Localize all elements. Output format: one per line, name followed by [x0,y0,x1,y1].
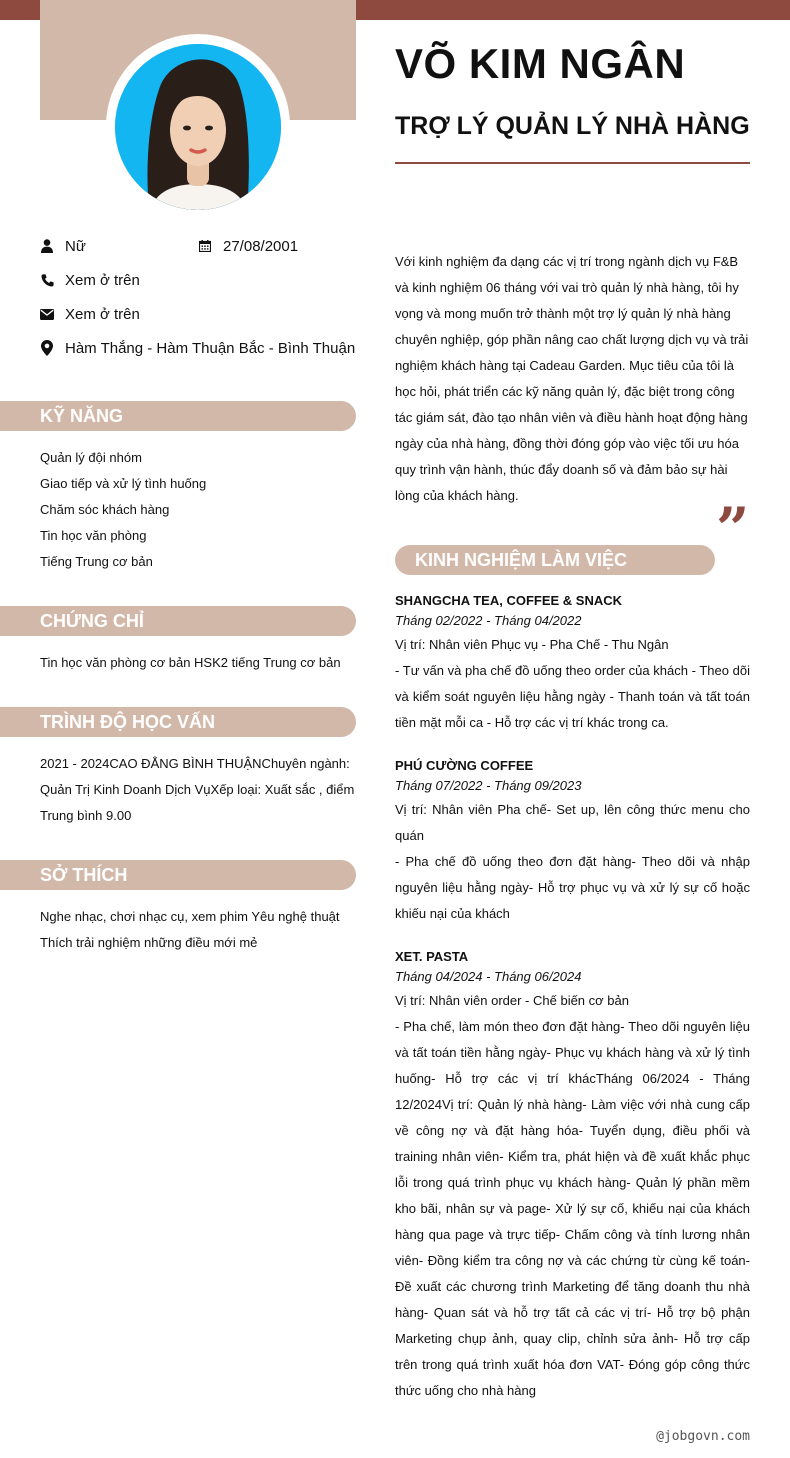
career-objective: Với kinh nghiệm đa dạng các vị trí trong ngành dịch vụ F&B và kinh nghiệm 06 tháng với vai trò quản lý nhà hàng, tôi hy vọng và mong muốn trở thành một trợ lý quản lý nhà hàng chuyên nghiệp, góp phần nâng cao chất lượng dịch vụ và trải nghiệm khách hàng tại Cadeau Garden. Mục tiêu của tôi là học hỏi, phát triển các kỹ năng quản lý, đặc biệt trong công tác giám sát, đào tạo nhân viên và điều hành hoạt động hàng ngày của nhà hàng, đồng thời đóng góp vào việc tối ưu hóa quy trình vận hành, thúc đẩy doanh số và đảm bảo sự hài lòng của khách hàng. [395,254,749,503]
user-icon [40,238,54,254]
skill-item: Tin học văn phòng [40,528,147,543]
job-description: - Pha chế đồ uống theo đơn đặt hàng- Theo dõi và nhập nguyên liệu hằng ngày- Hỗ trợ phục vụ và xử lý sự cố hoặc khiếu nại của khách [395,854,750,921]
education-heading: TRÌNH ĐỘ HỌC VẤN [0,707,356,737]
job-company: PHÚ CƯỜNG COFFEE [395,758,534,773]
address-value: Hàm Thắng - Hàm Thuận Bắc - Bình Thuận [65,339,356,357]
email-row [40,302,140,326]
title-divider [395,162,750,164]
certificates-heading: CHỨNG CHỈ [0,606,356,636]
skill-item: Quản lý đội nhóm [40,450,142,465]
job-position: Vị trí: Nhân viên order - Chế biến cơ bản [395,993,629,1008]
skill-item: Tiếng Trung cơ bản [40,554,153,569]
job-period: Tháng 02/2022 - Tháng 04/2022 [395,613,582,628]
skills-heading: KỸ NĂNG [0,401,356,431]
birthday-row [198,234,298,258]
job-title: TRỢ LÝ QUẢN LÝ NHÀ HÀNG [395,112,750,140]
address-row [40,336,355,360]
phone-value: Xem ở trên [65,271,140,289]
job-company: XET. PASTA [395,949,469,964]
job-company: SHANGCHA TEA, COFFEE & SNACK [395,593,623,608]
avatar [115,44,281,210]
hobby-item: Thích trải nghiệm những điều mới mẻ [40,935,258,950]
job-position: Vị trí: Nhân viên Phục vụ - Pha Chế - Thu Ngân [395,637,669,652]
education-text: 2021 - 2024CAO ĐẲNG BÌNH THUẬNChuyên ngành: Quản Trị Kinh Doanh Dịch VụXếp loại: Xuất sắc , điểm Trung bình 9.00 [40,756,355,823]
gender-value: Nữ [65,237,86,255]
job-period: Tháng 07/2022 - Tháng 09/2023 [395,778,582,793]
skills-list [40,445,356,575]
email-value: Xem ở trên [65,305,140,323]
hobbies-heading: SỞ THÍCH [0,860,356,890]
phone-icon [40,272,54,288]
watermark: @jobgovn.com [656,1429,750,1444]
job-entry [395,592,750,736]
birthday-value: 27/08/2001 [223,237,299,255]
phone-row [40,268,140,292]
gender-row [40,234,86,258]
skill-item: Giao tiếp và xử lý tình huống [40,476,207,491]
calendar-icon [198,238,212,254]
experience-heading: KINH NGHIỆM LÀM VIỆC [395,545,715,575]
hobby-item: Nghe nhạc, chơi nhạc cụ, xem phim Yêu nghệ thuật [40,909,340,924]
candidate-name: VÕ KIM NGÂN [395,40,686,87]
job-description: - Tư vấn và pha chế đồ uống theo order của khách - Theo dõi và kiểm soát nguyên liệu hằng ngày - Thanh toán và tất toán tiền mặt mỗi ca - Hỗ trợ các vị trí khác trong ca. [395,663,750,730]
portrait-photo [115,44,281,210]
job-entry [395,757,750,927]
location-pin-icon [40,340,54,356]
job-position: Vị trí: Nhân viên Pha chế- Set up, lên công thức menu cho quán [395,802,750,843]
job-entry [395,948,750,1404]
job-period: Tháng 04/2024 - Tháng 06/2024 [395,969,582,984]
job-description: - Pha chế, làm món theo đơn đặt hàng- Theo dõi nguyên liệu và tất toán tiền hằng ngày- Phục vụ khách hàng và xử lý tình huống- Hỗ trợ các vị trí khácTháng 06/2024 - Tháng 12/2024Vị trí: Quản lý nhà hàng- Làm việc với nhà cung cấp về công nợ và đặt hàng hóa- Tuyển dụng, điều phối và training nhân viên- Kiểm tra, phát hiện và đề xuất khắc phục lỗi trong quá trình phục vụ khách hàng- Quản lý phần mềm kho bãi, nhân sự và page- Xử lý sự cố, khiếu nại của khách hàng qua page và trực tiếp- Chấm công và tính lương nhân viên- Đồng kiểm tra công nợ và các chứng từ cùng kế toán- Đề xuất các chương trình Marketing để tăng doanh thu nhà hàng- Quan sát và hỗ trợ tất cả các vị trí- Hỗ trợ bộ phận Marketing chụp ảnh, quay clip, chỉnh sửa ảnh- Hỗ trợ cấp trên trong quá trình xuất hóa đơn VAT- Đóng góp công thức thức uống cho nhà hàng [395,1019,750,1398]
hobbies-list [40,904,356,956]
quote-icon: ” [716,495,750,563]
envelope-icon [40,306,54,322]
skill-item: Chăm sóc khách hàng [40,502,170,517]
certificates-text: Tin học văn phòng cơ bản HSK2 tiếng Trung cơ bản [40,655,341,670]
